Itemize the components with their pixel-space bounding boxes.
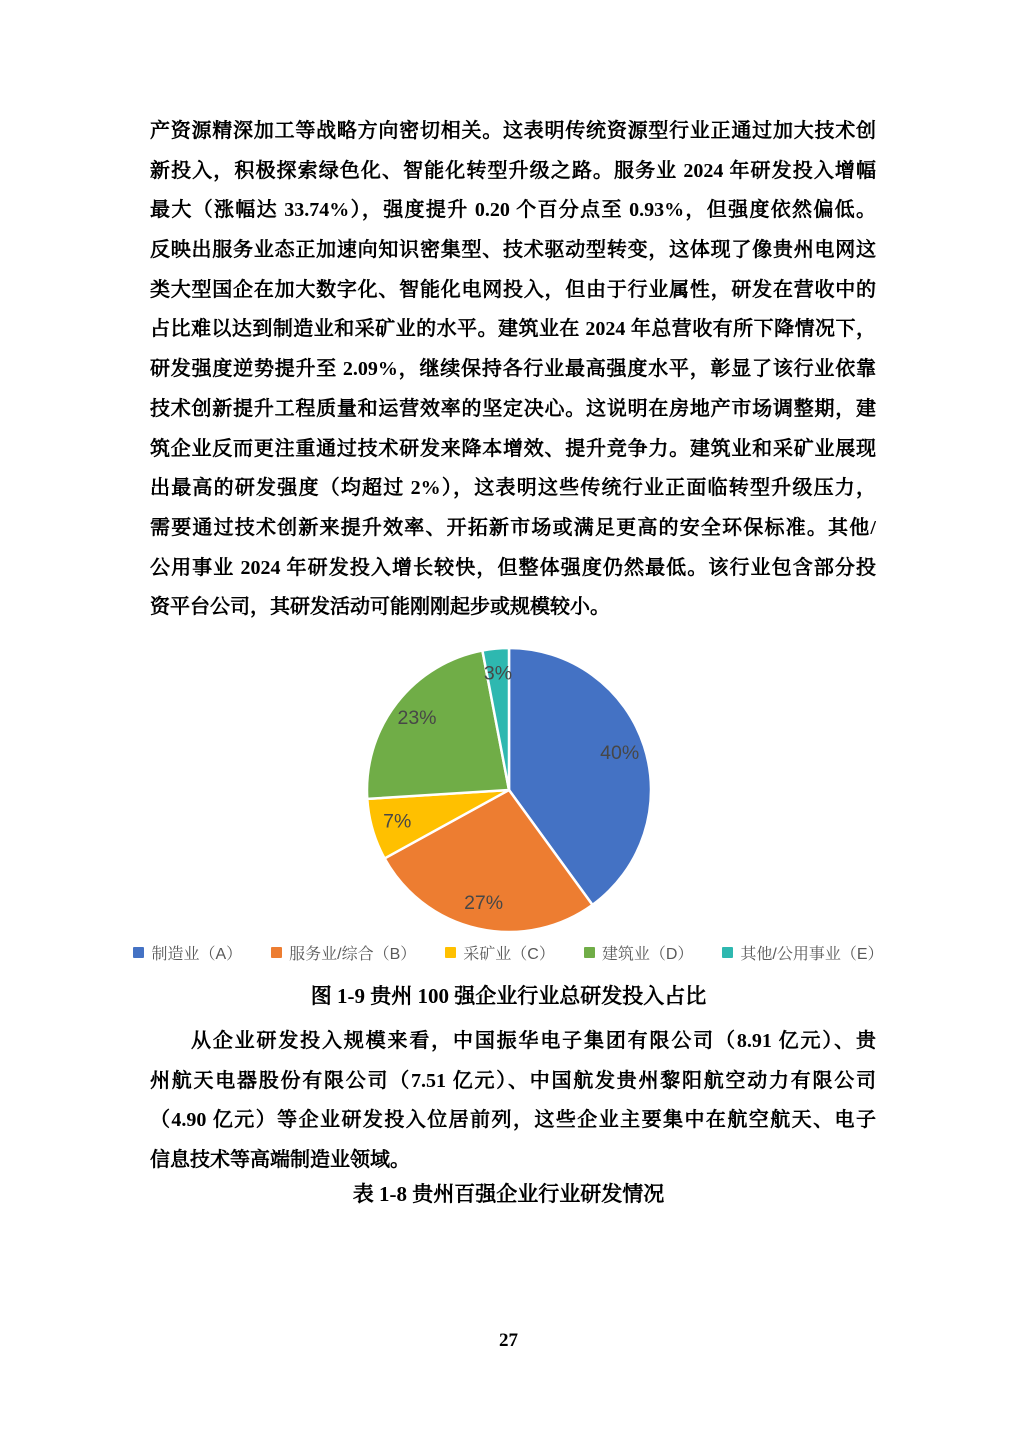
legend-item [722,941,883,964]
figure-caption: 图 1-9 贵州 100 强企业行业总研发投入占比 [310,984,707,1008]
pie-slice-label: 23% [397,706,437,729]
legend-swatch-icon [445,947,456,958]
text-line: 反映出服务业态正加速向知识密集型、技术驱动型转变，这体现了像贵州电网这 [150,239,876,262]
text-line: 研发强度逆势提升至 2.09%，继续保持各行业最高强度水平，彰显了该行业依靠 [150,358,876,381]
text-line: 类大型国企在加大数字化、智能化电网投入，但由于行业属性，研发在营收中的 [150,278,876,301]
pie-slice-label: 3% [483,662,513,685]
legend-label: 建筑业（D） [601,946,694,963]
legend-label: 制造业（A） [151,946,243,963]
text-line: 出最高的研发强度（均超过 2%），这表明这些传统行业正面临转型升级压力， [150,477,876,500]
text-line: 新投入，积极探索绿色化、智能化转型升级之路。服务业 2024 年研发投入增幅 [150,159,876,182]
legend-item [133,941,242,964]
legend-label: 其他/公用事业（E） [740,946,884,963]
text-line: 从企业研发投入规模来看，中国振华电子集团有限公司（8.91 亿元）、贵 [191,1030,876,1052]
table-caption: 表 1-8 贵州百强企业行业研发情况 [352,1182,665,1206]
pie-slice-label: 40% [600,742,640,765]
legend-item [584,941,694,964]
legend-item [271,941,416,964]
pie-slice-label: 27% [464,891,504,914]
legend-item [445,941,555,964]
pie-chart [0,640,1017,940]
text-line: 产资源精深加工等战略方向密切相关。这表明传统资源型行业正通过加大技术创 [150,120,876,142]
legend-label: 采矿业（C） [463,946,555,963]
text-line: 占比难以达到制造业和采矿业的水平。建筑业在 2024 年总营收有所下降情况下， [150,318,876,341]
body-paragraph-1 [150,112,876,628]
body-paragraph-2 [150,1022,876,1181]
text-line: 资平台公司，其研发活动可能刚刚起步或规模较小。 [150,596,610,619]
legend-swatch-icon [584,947,595,958]
legend-swatch-icon [271,947,282,958]
text-line: 最大（涨幅达 33.74%），强度提升 0.20 个百分点至 0.93%，但强度依然偏低。 [150,199,876,222]
text-line: 州航天电器股份有限公司（7.51 亿元）、中国航发贵州黎阳航空动力有限公司 [150,1069,876,1092]
pie-slice-label: 7% [383,810,412,833]
text-line: 公用事业 2024 年研发投入增长较快，但整体强度仍然最低。该行业包含部分投 [150,556,876,579]
text-line: 技术创新提升工程质量和运营效率的坚定决心。这说明在房地产市场调整期，建 [150,397,876,420]
chart-legend [0,941,1017,964]
text-line: 信息技术等高端制造业领域。 [150,1149,410,1172]
text-line: 筑企业反而更注重通过技术研发来降本增效、提升竞争力。建筑业和采矿业展现 [150,437,876,460]
legend-swatch-icon [722,947,733,958]
legend-swatch-icon [133,947,144,958]
text-line: （4.90 亿元）等企业研发投入位居前列，这些企业主要集中在航空航天、电子 [150,1109,876,1132]
text-line: 需要通过技术创新来提升效率、开拓新市场或满足更高的安全环保标准。其他/ [150,516,876,539]
page-number: 27 [499,1330,518,1351]
legend-label: 服务业/综合（B） [289,946,417,963]
